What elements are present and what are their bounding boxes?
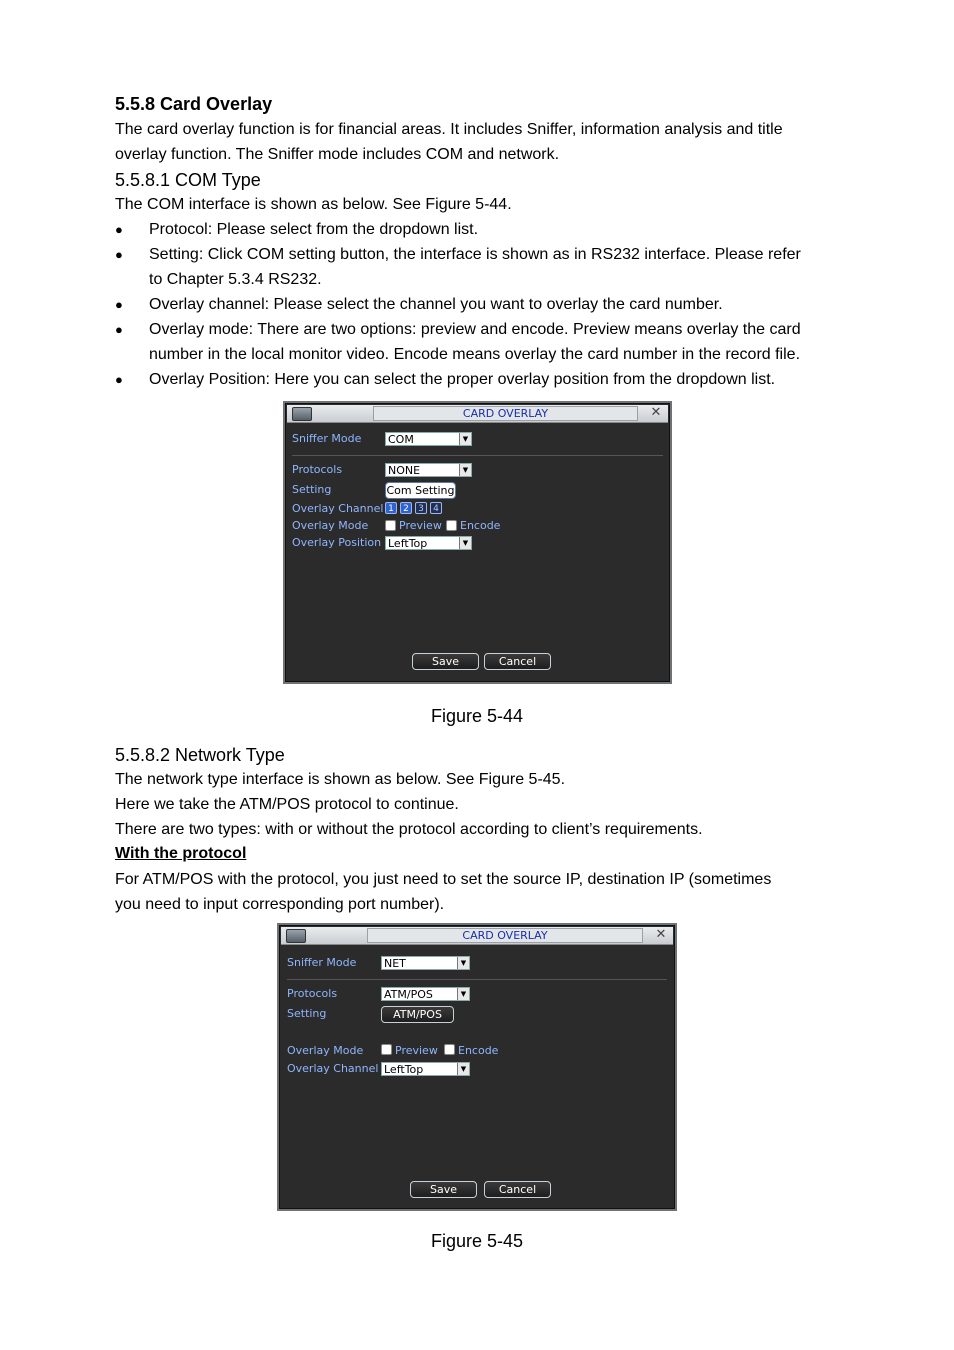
sniffer-mode-value: COM [388,433,414,446]
bullet-setting: Setting: Click COM setting button, the interface is shown as in RS232 interface. Please refer [149,246,801,263]
cancel-button[interactable]: Cancel [484,1181,551,1198]
dialog-titlebar [287,405,668,423]
dvr-app-icon [292,407,312,421]
close-icon[interactable]: ✕ [650,405,662,420]
divider [287,979,667,980]
encode-checkbox[interactable] [444,1044,455,1055]
dialog-titlebar [281,927,673,945]
preview-label: Preview [399,519,442,532]
sniffer-mode-select[interactable] [381,956,470,970]
protocols-value: ATM/POS [384,988,433,1001]
bullet-dot: ● [115,372,123,387]
atm-pos-setting-button[interactable]: ATM/POS [381,1006,454,1023]
section-intro-line-2: overlay function. The Sniffer mode includes COM and network. [115,146,560,163]
overlay-mode-label: Overlay Mode [287,1044,364,1057]
encode-checkbox[interactable] [446,520,457,531]
setting-label: Setting [292,483,332,496]
net-line-3: There are two types: with or without the protocol according to client’s requirements. [115,821,703,838]
bullet-protocol: Protocol: Please select from the dropdown list. [149,221,479,238]
overlay-channel-label: Overlay Channel [287,1062,379,1075]
save-button[interactable]: Save [410,1181,477,1198]
divider [292,455,663,456]
com-setting-button[interactable]: Com Setting [386,484,455,497]
section-intro-line-1: The card overlay function is for financial areas. It includes Sniffer, information analysis and title [115,121,783,138]
close-icon[interactable]: ✕ [655,927,667,942]
save-button[interactable]: Save [412,653,479,670]
sniffer-mode-value: NET [384,957,406,970]
overlay-channel-label: Overlay Channel [292,502,384,515]
sniffer-mode-label: Sniffer Mode [292,432,362,445]
channel-2-toggle[interactable]: 2 [400,502,412,514]
preview-label: Preview [395,1044,438,1057]
channel-4-toggle[interactable]: 4 [430,502,442,514]
preview-checkbox[interactable] [385,520,396,531]
card-overlay-dialog-com [283,401,672,684]
net-heading: 5.5.8.2 Network Type [115,745,285,765]
bullet-setting-cont: to Chapter 5.3.4 RS232. [149,271,322,288]
chevron-down-icon: ▼ [459,537,471,549]
bullet-dot: ● [115,247,123,262]
dvr-app-icon [286,929,306,943]
com-intro: The COM interface is shown as below. See Figure 5-44. [115,196,512,213]
chevron-down-icon: ▼ [459,464,471,476]
channel-3-toggle[interactable]: 3 [415,502,427,514]
chevron-down-icon: ▼ [459,433,471,445]
net-para-line-1: For ATM/POS with the protocol, you just need to set the source IP, destination IP (sometimes [115,871,772,888]
bullet-overlay-mode: Overlay mode: There are two options: preview and encode. Preview means overlay the card [149,321,801,338]
protocols-select[interactable] [385,463,472,477]
protocols-label: Protocols [287,987,338,1000]
dialog-title: CARD OVERLAY [373,406,638,421]
encode-label: Encode [458,1044,499,1057]
bullet-overlay-channel: Overlay channel: Please select the channel you want to overlay the card number. [149,296,723,313]
overlay-position-value: LeftTop [388,537,428,550]
overlay-position-select[interactable] [385,536,472,550]
bullet-overlay-mode-cont: number in the local monitor video. Encode means overlay the card number in the record file. [149,346,801,363]
chevron-down-icon: ▼ [457,1063,469,1075]
with-protocol-subheading: With the protocol [115,845,247,862]
setting-label: Setting [287,1007,327,1020]
chevron-down-icon: ▼ [457,988,469,1000]
bullet-dot: ● [115,322,123,337]
net-para-line-2: you need to input corresponding port number). [115,896,445,913]
figure-caption: Figure 5-45 [430,1231,524,1251]
dialog-title: CARD OVERLAY [367,928,643,943]
chevron-down-icon: ▼ [457,957,469,969]
bullet-dot: ● [115,222,123,237]
com-heading: 5.5.8.1 COM Type [115,170,261,190]
sniffer-mode-select[interactable] [385,432,472,446]
section-heading: 5.5.8 Card Overlay [115,94,273,114]
sniffer-mode-label: Sniffer Mode [287,956,357,969]
net-line-2: Here we take the ATM/POS protocol to continue. [115,796,459,813]
overlay-channel-value: LeftTop [384,1063,424,1076]
bullet-overlay-position: Overlay Position: Here you can select the proper overlay position from the dropdown list. [149,371,776,388]
protocols-label: Protocols [292,463,343,476]
protocols-select[interactable] [381,987,470,1001]
encode-label: Encode [460,519,501,532]
card-overlay-dialog-net [277,923,677,1211]
net-line-1: The network type interface is shown as below. See Figure 5-45. [115,771,566,788]
preview-checkbox[interactable] [381,1044,392,1055]
bullet-dot: ● [115,297,123,312]
overlay-channel-select[interactable] [381,1062,470,1076]
channel-1-toggle[interactable]: 1 [385,502,397,514]
protocols-value: NONE [388,464,421,477]
overlay-mode-label: Overlay Mode [292,519,369,532]
cancel-button[interactable]: Cancel [484,653,551,670]
overlay-position-label: Overlay Position [292,536,382,549]
figure-caption: Figure 5-44 [430,706,524,726]
